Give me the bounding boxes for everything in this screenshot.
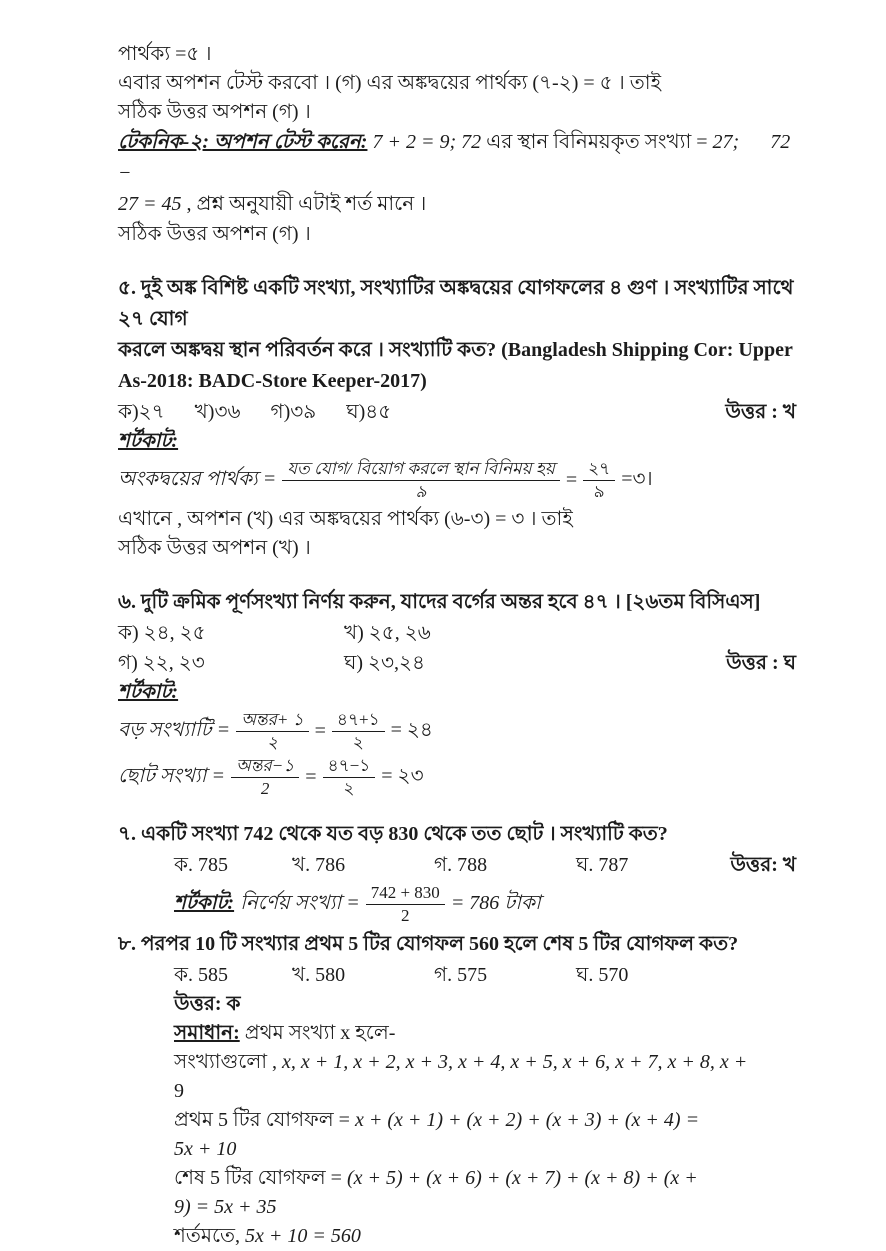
technique-label: টেকনিক-২: অপশন টেস্ট করেন: — [118, 131, 368, 153]
question-7-shortcut — [118, 883, 796, 926]
question-6-options-row1 — [118, 618, 796, 648]
shortcut-label-line — [118, 678, 796, 707]
shortcut-result: = 786 টাকা — [450, 892, 541, 914]
solution-intro: প্রথম সংখ্যা x হলে- — [244, 1022, 396, 1044]
fraction-numerator: ২৭ — [583, 459, 615, 481]
text-span: শর্তমতে, — [174, 1225, 240, 1247]
math-expression: x + (x + 1) + (x + 2) + (x + 3) + (x + 4) = — [354, 1109, 700, 1131]
text-line: সঠিক উত্তর অপশন (খ) । — [118, 537, 311, 559]
shortcut-text: নির্ণেয় সংখ্যা = — [240, 892, 360, 914]
fraction-denominator: ২ — [266, 733, 278, 752]
answer-badge: উত্তর : খ — [725, 401, 796, 423]
text-span: সংখ্যাগুলো , — [174, 1051, 278, 1073]
answer-line: উত্তর: ক — [174, 993, 241, 1015]
question-5-block — [118, 273, 796, 563]
answer-badge: উত্তর : ঘ — [726, 652, 796, 674]
question-6-title: ৬. দুটি ক্রমিক পূর্ণসংখ্যা নির্ণয় করুন, যাদের বর্গের অন্তর হবে ৪৭ । [২৬তম বিসিএস] — [118, 591, 761, 613]
formula-result: = ২৪ — [390, 719, 433, 741]
option-d: ঘ) ২৩,২৪ — [344, 652, 426, 674]
question-7-block — [118, 819, 796, 926]
text-span: এর স্থান বিনিময়কৃত সংখ্যা = — [486, 131, 708, 153]
option-b: খ) ২৫, ২৬ — [344, 622, 431, 644]
fraction-numerator: ৪৭+১ — [332, 710, 385, 732]
math-expression: (x + 5) + (x + 6) + (x + 7) + (x + 8) + (x + — [346, 1167, 698, 1189]
fraction-denominator: ২ — [352, 733, 364, 752]
math-expression: 27 = 45 — [118, 193, 182, 215]
question-5-formula — [118, 459, 796, 502]
fraction-denominator: 2 — [260, 779, 270, 798]
condition-line — [118, 1222, 796, 1251]
option-b: খ)৩৬ — [194, 401, 241, 423]
text-span: শেষ 5 টির যোগফল = — [174, 1167, 342, 1189]
equals-sign: = — [314, 720, 326, 742]
fraction-numerator: অন্তর−১ — [231, 756, 299, 778]
fraction — [231, 756, 299, 799]
shortcut-label: শর্টকাট: — [174, 892, 235, 914]
option-d: ঘ. 570 — [576, 964, 629, 986]
numbers-wrap-line: 9 — [174, 1080, 184, 1102]
question-6-formula-small — [118, 756, 796, 799]
option-d: ঘ. 787 — [576, 854, 629, 876]
question-5-options — [118, 397, 796, 427]
fraction-denominator: ২ — [343, 779, 355, 798]
option-b: খ. 580 — [292, 964, 346, 986]
last-five-wrap-line: 9) = 5x + 35 — [174, 1196, 277, 1218]
option-a: ক. 785 — [174, 854, 228, 876]
text-span: , প্রশ্ন অনুযায়ী এটাই শর্ত মানে । — [186, 193, 427, 215]
math-expression: 7 + 2 = 9; 72 — [372, 131, 482, 153]
fraction — [323, 756, 376, 799]
text-line: এবার অপশন টেস্ট করবো । (গ) এর অঙ্কদ্বয়ের পার্থক্য (৭-২) = ৫ । তাই — [118, 72, 662, 94]
math-expression: 5x + 10 = 560 — [245, 1225, 361, 1247]
fraction-numerator: ৪৭−১ — [323, 756, 376, 778]
fraction-denominator: ৯ — [593, 482, 605, 501]
option-c: গ. 575 — [434, 964, 488, 986]
text-line: এখানে , অপশন (খ) এর অঙ্কদ্বয়ের পার্থক্য (৬-৩) = ৩ । তাই — [118, 508, 573, 530]
question-8-options — [118, 960, 796, 990]
formula-lhs: ছোট সংখ্যা = — [118, 765, 225, 787]
text-line: পার্থক্য =৫ । — [118, 43, 212, 65]
option-a: ক) ২৪, ২৫ — [118, 622, 206, 644]
option-a: ক)২৭ — [118, 401, 165, 423]
option-b: খ. 786 — [292, 854, 346, 876]
math-expression: 72 − — [118, 131, 791, 184]
equals-sign: = — [565, 469, 578, 491]
formula-lhs: অংকদ্বয়ের পার্থক্য = — [118, 468, 277, 490]
formula-result: = ২৩ — [381, 765, 424, 787]
question-6-options-row2 — [118, 648, 796, 678]
question-6-formula-big — [118, 710, 796, 753]
fraction — [332, 710, 385, 753]
first-five-wrap-line: 5x + 10 — [174, 1138, 237, 1160]
option-a: ক. 585 — [174, 964, 228, 986]
math-expression: 27; — [712, 131, 740, 153]
technique-line — [118, 127, 796, 189]
option-c: গ. 788 — [434, 854, 488, 876]
question-6-block — [118, 587, 796, 799]
shortcut-label: শর্টকাট: — [118, 430, 179, 452]
fraction — [366, 883, 445, 926]
shortcut-label: শর্টকাট: — [118, 681, 179, 703]
text-line: সঠিক উত্তর অপশন (গ) । — [118, 223, 311, 245]
question-7-title: ৭. একটি সংখ্যা 742 থেকে যত বড় 830 থেকে তত ছোট । সংখ্যাটি কত? — [118, 823, 668, 845]
fraction-numerator: যত যোগ/ বিয়োগ করলে স্থান বিনিময় হয় — [282, 459, 560, 481]
solution-intro-line — [118, 1019, 796, 1048]
question-5-title-line3: As-2018: BADC-Store Keeper-2017) — [118, 370, 427, 392]
fraction-denominator: 2 — [401, 906, 410, 925]
equals-sign: = — [305, 766, 317, 788]
option-c: গ) ২২, ২৩ — [118, 652, 205, 674]
question-7-options — [118, 850, 796, 880]
fraction-numerator: 742 + 830 — [366, 883, 445, 905]
text-line: সঠিক উত্তর অপশন (গ) । — [118, 101, 311, 123]
fraction-numerator: অন্তর+ ১ — [236, 710, 309, 732]
fraction — [236, 710, 309, 753]
question-8-title: ৮. পরপর 10 টি সংখ্যার প্রথম 5 টির যোগফল 560 হলে শেষ 5 টির যোগফল কত? — [118, 933, 739, 955]
last-five-line — [118, 1164, 796, 1193]
formula-lhs: বড় সংখ্যাটি = — [118, 719, 231, 741]
fraction — [282, 459, 560, 502]
first-five-line — [118, 1106, 796, 1135]
intro-solution-block — [118, 40, 796, 249]
text-span: প্রথম 5 টির যোগফল = — [174, 1109, 350, 1131]
question-8-block — [118, 929, 796, 1251]
technique-line-2 — [118, 189, 796, 220]
option-d: ঘ)৪৫ — [346, 401, 392, 423]
formula-result: =৩। — [621, 468, 653, 490]
numbers-line — [118, 1048, 796, 1077]
fraction — [583, 459, 615, 502]
question-5-title: ৫. দুই অঙ্ক বিশিষ্ট একটি সংখ্যা, সংখ্যাটির অঙ্কদ্বয়ের যোগফলের ৪ গুণ । সংখ্যাটির সাথে ২৭ যোগ — [118, 277, 794, 330]
math-expression: x, x + 1, x + 2, x + 3, x + 4, x + 5, x + 6, x + 7, x + 8, x + — [282, 1051, 748, 1073]
question-5-title-line2: করলে অঙ্কদ্বয় স্থান পরিবর্তন করে । সংখ্যাটি কত? (Bangladesh Shipping Cor: Upper — [118, 339, 793, 361]
answer-badge: উত্তর: খ — [730, 854, 796, 876]
option-c: গ)৩৯ — [270, 401, 317, 423]
solution-label: সমাধান: — [174, 1022, 240, 1044]
fraction-denominator: ৯ — [415, 482, 427, 501]
shortcut-label-line — [118, 427, 796, 456]
